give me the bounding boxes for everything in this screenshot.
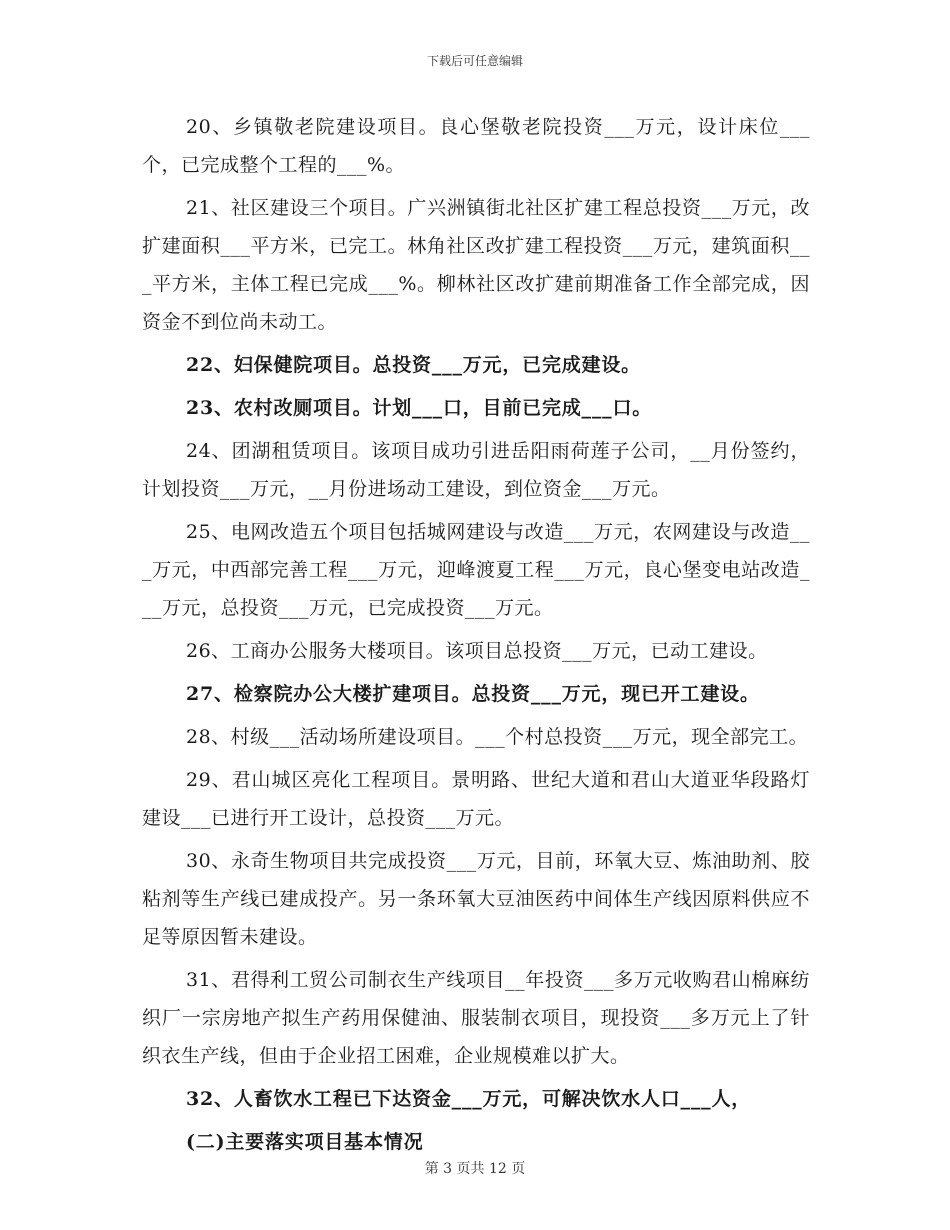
paragraph-24: 24、团湖租赁项目。该项目成功引进岳阳雨荷莲子公司，__月份签约，计划投资___万元，__月份进场动工建设，到位资金___万元。 [142,440,810,500]
paragraph-27: 27、检察院办公大楼扩建项目。总投资___万元，现已开工建设。 [186,683,760,705]
paragraph-25: 25、电网改造五个项目包括城网建设与改造___万元，农网建设与改造___万元，中西部完善工程___万元，迎峰渡夏工程___万元，良心堡变电站改造___万元，总投资___万元，已完成投资___万元。 [142,521,810,619]
paragraph-22: 22、妇保健院项目。总投资___万元，已完成建设。 [186,354,641,376]
paragraph-23: 23、农村改厕项目。计划___口，目前已完成___口。 [186,397,653,419]
paragraph-26: 26、工商办公服务大楼项目。该项目总投资___万元，已动工建设。 [186,640,768,662]
paragraph-21: 21、社区建设三个项目。广兴洲镇街北社区扩建工程总投资___万元，改扩建面积___平方米，已完工。林角社区改扩建工程投资___万元，建筑面积___平方米，主体工程已完成___%。柳林社区改扩建前期准备工作全部完成，因资金不到位尚未动工。 [142,197,810,333]
paragraph-32: 32、人畜饮水工程已下达资金___万元，可解决饮水人口___人， [186,1088,752,1110]
section-heading: (二)主要落实项目基本情况 [186,1131,424,1153]
document-body [142,108,810,1166]
page-footer: 第 3 页共 12 页 [424,1161,526,1177]
paragraph-28: 28、村级___活动场所建设项目。___个村总投资___万元，现全部完工。 [186,726,809,748]
page-header: 下载后可任意编辑 [426,54,523,68]
paragraph-29: 29、君山城区亮化工程项目。景明路、世纪大道和君山大道亚华段路灯建设___已进行开工设计，总投资___万元。 [142,769,810,829]
paragraph-20: 20、乡镇敬老院建设项目。良心堡敬老院投资___万元，设计床位___个，已完成整个工程的___%。 [142,116,810,176]
paragraph-30: 30、永奇生物项目共完成投资___万元，目前，环氧大豆、炼油助剂、胶粘剂等生产线已建成投产。另一条环氧大豆油医药中间体生产线因原料供应不足等原因暂未建设。 [142,850,810,948]
paragraph-31: 31、君得利工贸公司制衣生产线项目__年投资___多万元收购君山棉麻纺织厂一宗房地产拟生产药用保健油、服装制衣项目，现投资___多万元上了针织衣生产线，但由于企业招工困难，企业规模难以扩大。 [142,969,810,1067]
